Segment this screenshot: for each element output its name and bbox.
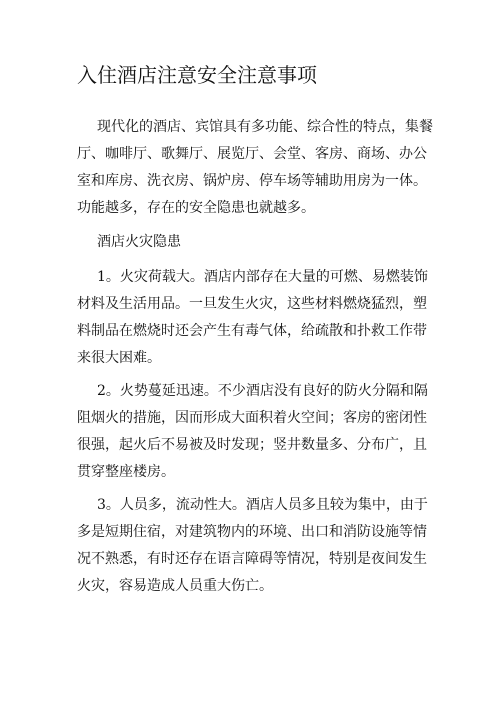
intro-line-2: 厅、咖啡厅、歌舞厅、展览厅、会堂、客房、商场、办公	[77, 146, 427, 162]
point-1-line-1: 1。火灾荷载大。酒店内部存在大量的可燃、易燃装饰	[97, 269, 428, 285]
point-3-line-2: 多是短期住宿，对建筑物内的环境、出口和消防设施等情	[77, 524, 427, 540]
point-2-paragraph	[77, 378, 437, 486]
point-2-line-2: 阻烟火的措施，因而形成大面积着火空间；客房的密闭性	[77, 410, 427, 426]
point-1-paragraph	[77, 264, 437, 372]
point-2-line-4: 贯穿整座楼房。	[77, 464, 175, 480]
point-2-line-1: 2。火势蔓延迅速。不少酒店没有良好的防火分隔和隔	[97, 383, 428, 399]
point-1-line-3: 料制品在燃烧时还会产生有毒气体，给疏散和扑救工作带	[77, 323, 427, 339]
point-3-line-3: 况不熟悉，有时还存在语言障碍等情况，特别是夜间发生	[77, 551, 427, 567]
point-3-line-4: 火灾，容易造成人员重大伤亡。	[77, 578, 273, 594]
intro-line-4: 功能越多，存在的安全隐患也就越多。	[77, 200, 315, 216]
document-title: 入住酒店注意安全注意事项	[77, 63, 317, 87]
intro-paragraph	[77, 114, 437, 222]
intro-line-1: 现代化的酒店、宾馆具有多功能、综合性的特点，集餐	[97, 119, 433, 135]
point-2-line-3: 很强，起火后不易被及时发现；竖井数量多、分布广，且	[77, 437, 427, 453]
point-1-line-4: 来很大困难。	[77, 350, 161, 366]
point-3-line-1: 3。人员多，流动性大。酒店人员多且较为集中，由于	[97, 497, 428, 513]
point-3-paragraph	[77, 492, 437, 600]
intro-line-3: 室和库房、洗衣房、锅炉房、停车场等辅助用房为一体。	[77, 173, 427, 189]
point-1-line-2: 材料及生活用品。一旦发生火灾，这些材料燃烧猛烈，塑	[77, 296, 427, 312]
section-heading: 酒店火灾隐患	[97, 234, 181, 250]
